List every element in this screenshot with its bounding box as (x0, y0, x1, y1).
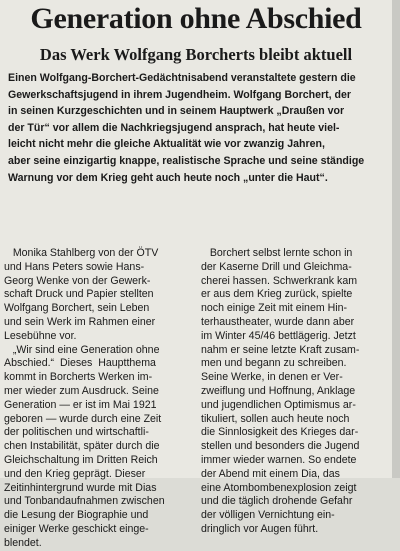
column-line: die Lesung der Biographie und (4, 509, 149, 522)
column-line: und Tonbandaufnahmen zwischen (4, 495, 165, 508)
column-line: einiger Werke geschickt einge- (4, 522, 149, 535)
column-line: mer wieder zum Ausdruck. Seine (4, 384, 159, 397)
column-line: der politischen und wirtschaftli- (4, 426, 149, 439)
column-line: cherei hassen. Schwerkrank kam (201, 274, 358, 287)
column-line: und jugendlichen Optimismus ar- (201, 398, 356, 411)
column-line: Generation — er ist im Mai 1921 (4, 398, 157, 411)
column-line: der Kaserne Drill und Gleichma- (201, 260, 352, 273)
column-line: tikuliert, sollen auch heute noch (201, 412, 350, 425)
column-line: terhaustheater, wurde dann aber (201, 315, 355, 328)
column-line: und die täglich drohende Gefahr (201, 495, 353, 508)
column-line: Seine Werke, in denen er Ver- (201, 371, 343, 384)
column-line: Borchert selbst lernte schon in (201, 247, 353, 259)
right-column (201, 247, 389, 537)
column-line: Abschied.“ Dieses Hauptthema (4, 357, 156, 370)
column-line: Monika Stahlberg von der ÖTV (4, 247, 159, 259)
column-line: Gleichschaltung im Dritten Reich (4, 453, 158, 466)
column-line: noch einige Zeit mit einem Hin- (201, 302, 348, 315)
lead-line: leicht nicht mehr die gleiche Aktualität wie vor zwanzig Jahren, (8, 138, 325, 151)
column-line: eine Atombombenexplosion zeigt (201, 481, 357, 494)
lead-line: in seinen Kurzgeschichten und in seinem Hauptwerk „Draußen vor (8, 105, 345, 118)
lead-line: der Tür“ vor allem die Nachkriegsjugend ansprach, hat heute viel- (8, 121, 340, 134)
column-line: Lesebühne vor. (4, 329, 77, 342)
lead-line: Einen Wolfgang-Borchert-Gedächtnisabend veranstaltete gestern die (8, 72, 356, 84)
column-line: Zeitinhintergrund wurde mit Dias (4, 481, 157, 494)
headline: Generation ohne Abschied (30, 2, 362, 35)
column-line: nahm er seine letzte Kraft zusam- (201, 343, 360, 356)
lead-line: aber seine einzigartig knappe, realistische Sprache und seine ständige (8, 154, 365, 167)
column-line: der völligen Vernichtung ein- (201, 509, 335, 522)
column-line: und sein Werk im Rahmen einer (4, 315, 156, 328)
column-line: kommt in Borcherts Werken im- (4, 371, 153, 384)
column-line: „Wir sind eine Generation ohne (4, 343, 160, 356)
subheadline: Das Werk Wolfgang Borcherts bleibt aktuell (39, 45, 353, 64)
column-line: immer wieder warnen. So endete (201, 453, 357, 466)
lead-paragraph (8, 70, 390, 186)
column-line: stellen und besonders die Jugend (201, 440, 360, 453)
column-line: Georg Wenke von der Gewerk- (4, 274, 151, 287)
column-line: und Hans Peters sowie Hans- (4, 260, 145, 273)
column-line: chen Instabilität, später durch die (4, 440, 160, 453)
left-column (4, 247, 196, 551)
column-line: dringlich vor Augen führt. (201, 522, 319, 535)
lead-line: Gewerkschaftsjugend in ihrem Jugendheim. Wolfgang Borchert, der (8, 88, 351, 101)
column-line: geboren — wurde durch eine Zeit (4, 412, 162, 425)
column-line: im Winter 45/46 bettlägerig. Jetzt (201, 329, 356, 342)
column-line: er aus dem Krieg zurück, spielte (201, 288, 353, 301)
column-line: zweiflung und Hoffnung, Anklage (201, 384, 356, 397)
column-line: der Abend mit einem Dia, das (201, 467, 340, 480)
column-line: blendet. (4, 536, 42, 549)
column-line: und den Krieg geprägt. Dieser (4, 467, 146, 480)
lead-line: Warnung vor dem Krieg geht auch heute noch „unter die Haut“. (8, 171, 328, 184)
column-line: schaft Druck und Papier stellten (4, 288, 154, 301)
column-line: men und begann zu schreiben. (201, 357, 347, 370)
column-line: Wolfgang Borchert, sein Leben (4, 302, 150, 315)
column-line: die Sinnlosigkeit des Krieges dar- (201, 426, 359, 439)
